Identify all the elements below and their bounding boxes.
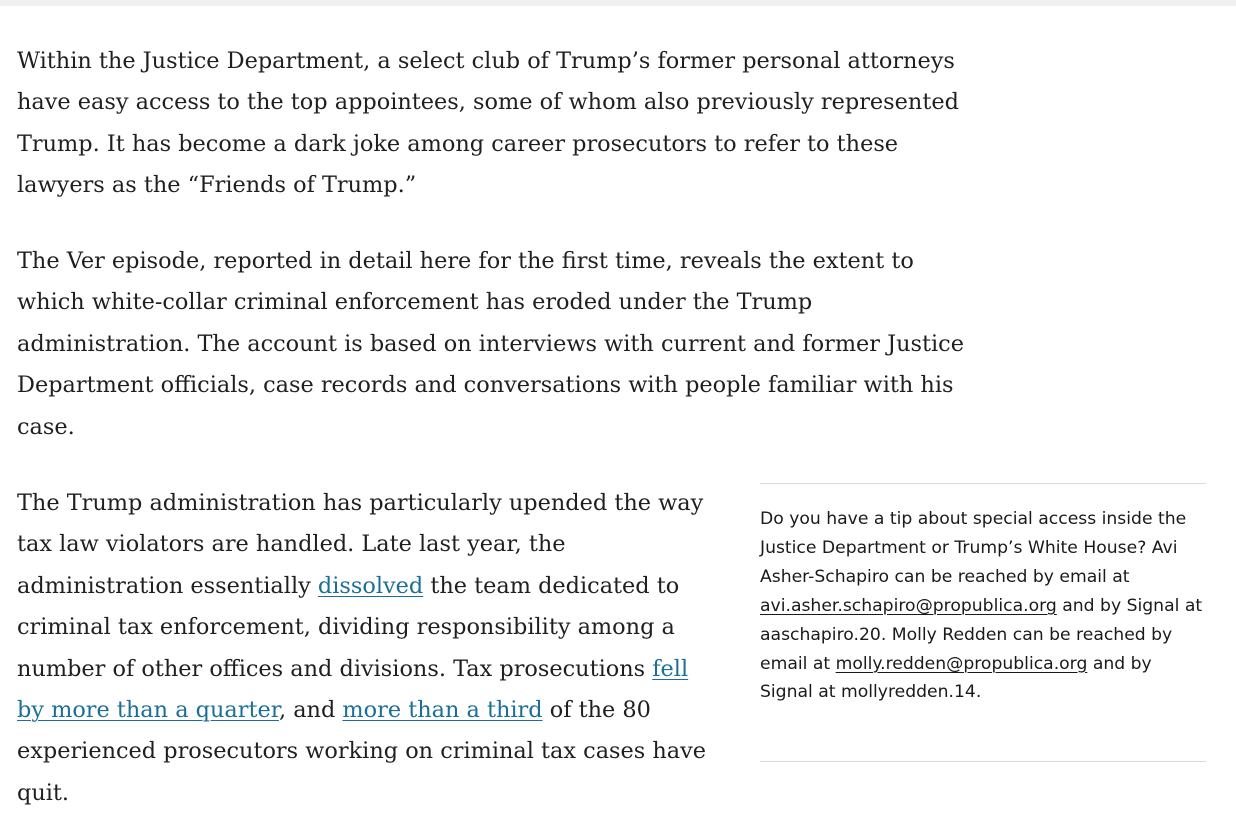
tip-callout-box bbox=[760, 483, 1206, 762]
tip-text-segment: and by Signal at aaschapiro.20. Molly Redden can be reached by email at bbox=[760, 595, 1203, 674]
paragraph-text-segment: of the 80 experienced prosecutors working on criminal tax cases have quit. bbox=[17, 697, 707, 806]
tip-text-segment: Do you have a tip about special access inside the Justice Department or Trump’s White House? Avi Asher-Schapiro can be reached by email at bbox=[760, 509, 1187, 587]
email-link-molly-redden[interactable]: molly.redden@propublica.org bbox=[835, 653, 1088, 674]
paragraph-text-segment: The Trump administration has particularly upended the way tax law violators are handled. Late last year, the administration essentially bbox=[17, 490, 704, 599]
paragraph-text-segment: , and bbox=[278, 697, 343, 724]
link-fell-by-more-than-a-quarter[interactable]: fell by more than a quarter bbox=[17, 655, 689, 724]
paragraph-text-segment: the team dedicated to criminal tax enforcement, dividing responsibility among a number of other offices and divisions. Tax prosecutions bbox=[17, 572, 680, 682]
article-paragraph-friends-of-trump: Within the Justice Department, a select club of Trump’s former personal attorneys have easy access to the top appointees, some of whom also previously represented Trump. It has become a dark joke among career prosecutors to refer to these lawyers as the “Friends of Trump.” bbox=[17, 48, 959, 199]
link-dissolved[interactable]: dissolved bbox=[317, 572, 424, 599]
top-divider-bar bbox=[0, 0, 1236, 6]
article-paragraph-ver-episode: The Ver episode, reported in detail here for the first time, reveals the extent to which white-collar criminal enforcement has eroded under the Trump administration. The account is based on interviews with current and former Justice Department officials, case records and conversations with people familiar with his case. bbox=[17, 248, 964, 440]
tip-text-segment: and by Signal at mollyredden.14. bbox=[760, 653, 1152, 703]
link-more-than-a-third[interactable]: more than a third bbox=[342, 697, 543, 724]
article-paragraph-tax-enforcement bbox=[17, 483, 707, 814]
email-link-avi-asher-schapiro[interactable]: avi.asher.schapiro@propublica.org bbox=[760, 595, 1057, 616]
tip-callout-text bbox=[760, 505, 1206, 707]
